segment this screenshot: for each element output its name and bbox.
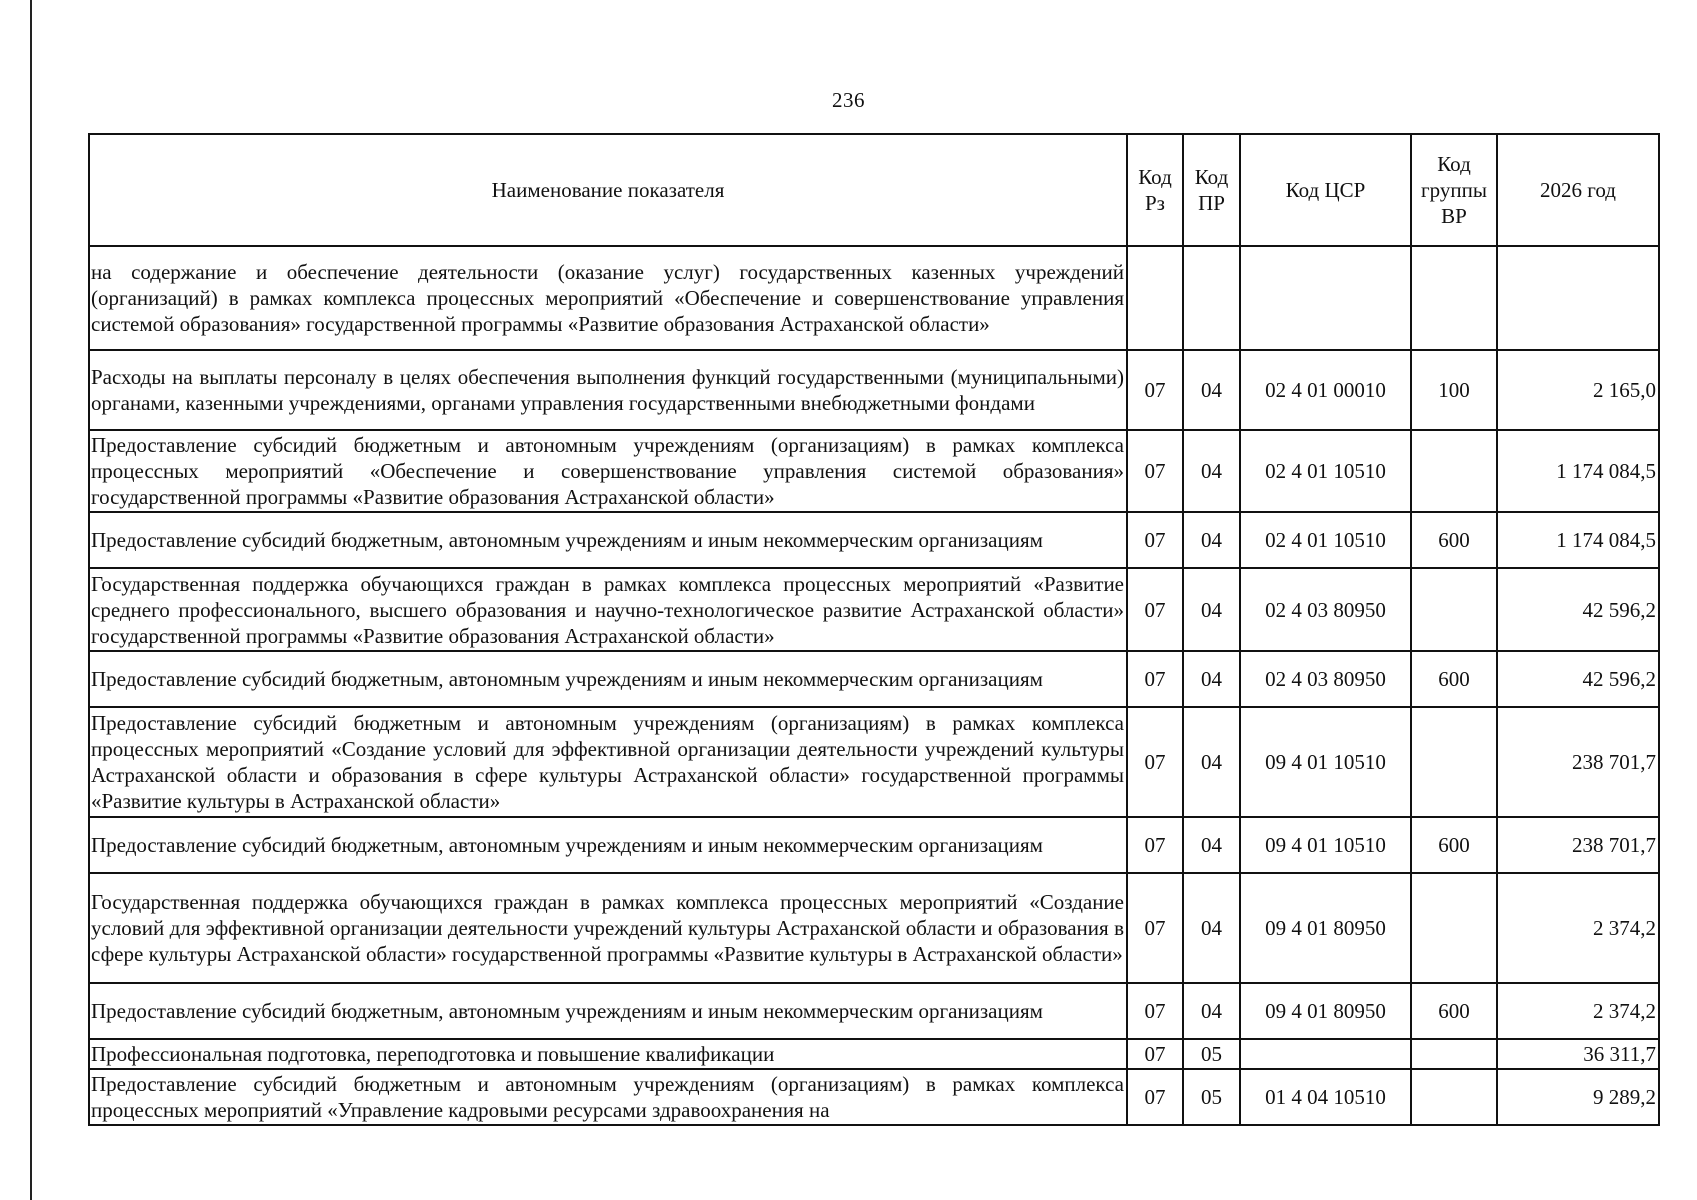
vr-code: 600 <box>1411 817 1497 873</box>
vr-code: 100 <box>1411 350 1497 430</box>
pr-code: 04 <box>1183 983 1240 1039</box>
header-year: 2026 год <box>1497 134 1659 246</box>
rz-code: 07 <box>1127 430 1183 512</box>
pr-code: 04 <box>1183 512 1240 568</box>
table-row <box>89 817 1659 873</box>
indicator-name: Предоставление субсидий бюджетным и автономным учреждениям (организациям) в рамках комплекса процессных мероприятий «Создание условий для эффективной организации деятельности учреждений культуры Астраханской области и образования в сфере культуры Астраханской области» государственной программы «Развитие культуры в Астраханской области» <box>89 707 1127 817</box>
amount-2026: 2 374,2 <box>1497 873 1659 983</box>
indicator-name: Предоставление субсидий бюджетным и автономным учреждениям (организациям) в рамках комплекса процессных мероприятий «Обеспечение и совершенствование управления системой образования» государственной программы «Развитие образования Астраханской области» <box>89 430 1127 512</box>
header-pr: Код ПР <box>1183 134 1240 246</box>
csr-code: 09 4 01 80950 <box>1240 983 1411 1039</box>
pr-code: 04 <box>1183 873 1240 983</box>
pr-code: 04 <box>1183 707 1240 817</box>
vr-code: 600 <box>1411 983 1497 1039</box>
header-rz: Код Рз <box>1127 134 1183 246</box>
amount-2026: 42 596,2 <box>1497 651 1659 707</box>
amount-2026: 42 596,2 <box>1497 568 1659 651</box>
page-binding-line <box>30 0 32 1200</box>
header-csr: Код ЦСР <box>1240 134 1411 246</box>
table-row <box>89 707 1659 817</box>
vr-code <box>1411 707 1497 817</box>
rz-code: 07 <box>1127 817 1183 873</box>
rz-code: 07 <box>1127 707 1183 817</box>
indicator-name: Государственная поддержка обучающихся граждан в рамках комплекса процессных мероприятий «Развитие среднего профессионального, высшего образования и научно-технологическое развитие Астраханской области» государственной программы «Развитие образования Астраханской области» <box>89 568 1127 651</box>
amount-2026: 1 174 084,5 <box>1497 512 1659 568</box>
budget-table <box>88 133 1660 1126</box>
indicator-name: Расходы на выплаты персоналу в целях обеспечения выполнения функций государственными (муниципальными) органами, казенными учреждениями, органами управления государственными внебюджетными фондами <box>89 350 1127 430</box>
indicator-name: Предоставление субсидий бюджетным, автономным учреждениям и иным некоммерческим организациям <box>89 983 1127 1039</box>
csr-code: 02 4 03 80950 <box>1240 568 1411 651</box>
amount-2026: 238 701,7 <box>1497 817 1659 873</box>
rz-code: 07 <box>1127 568 1183 651</box>
rz-code: 07 <box>1127 512 1183 568</box>
vr-code <box>1411 1039 1497 1069</box>
table-row <box>89 568 1659 651</box>
vr-code <box>1411 568 1497 651</box>
amount-2026: 1 174 084,5 <box>1497 430 1659 512</box>
indicator-name: Государственная поддержка обучающихся граждан в рамках комплекса процессных мероприятий «Создание условий для эффективной организации деятельности учреждений культуры Астраханской области и образования в сфере культуры Астраханской области» государственной программы «Развитие культуры в Астраханской области» <box>89 873 1127 983</box>
rz-code <box>1127 246 1183 350</box>
table-row <box>89 512 1659 568</box>
indicator-name: Предоставление субсидий бюджетным и автономным учреждениям (организациям) в рамках комплекса процессных мероприятий «Управление кадровыми ресурсами здравоохранения на <box>89 1069 1127 1125</box>
indicator-name: Предоставление субсидий бюджетным, автономным учреждениям и иным некоммерческим организациям <box>89 817 1127 873</box>
vr-code <box>1411 1069 1497 1125</box>
csr-code: 09 4 01 80950 <box>1240 873 1411 983</box>
rz-code: 07 <box>1127 873 1183 983</box>
vr-code <box>1411 873 1497 983</box>
csr-code: 02 4 01 10510 <box>1240 430 1411 512</box>
csr-code: 02 4 01 00010 <box>1240 350 1411 430</box>
csr-code <box>1240 1039 1411 1069</box>
table-row <box>89 430 1659 512</box>
amount-2026: 9 289,2 <box>1497 1069 1659 1125</box>
indicator-name: Предоставление субсидий бюджетным, автономным учреждениям и иным некоммерческим организациям <box>89 651 1127 707</box>
indicator-name: Профессиональная подготовка, переподготовка и повышение квалификации <box>89 1039 1127 1069</box>
rz-code: 07 <box>1127 1039 1183 1069</box>
indicator-name: на содержание и обеспечение деятельности (оказание услуг) государственных казенных учреждений (организаций) в рамках комплекса процессных мероприятий «Обеспечение и совершенствование управления системой образования» государственной программы «Развитие образования Астраханской области» <box>89 246 1127 350</box>
csr-code: 02 4 03 80950 <box>1240 651 1411 707</box>
vr-code <box>1411 246 1497 350</box>
indicator-name: Предоставление субсидий бюджетным, автономным учреждениям и иным некоммерческим организациям <box>89 512 1127 568</box>
pr-code: 04 <box>1183 817 1240 873</box>
vr-code: 600 <box>1411 651 1497 707</box>
table-header-row <box>89 134 1659 246</box>
amount-2026 <box>1497 246 1659 350</box>
csr-code: 09 4 01 10510 <box>1240 707 1411 817</box>
amount-2026: 36 311,7 <box>1497 1039 1659 1069</box>
table-row <box>89 651 1659 707</box>
page-number: 236 <box>832 88 865 112</box>
csr-code <box>1240 246 1411 350</box>
csr-code: 09 4 01 10510 <box>1240 817 1411 873</box>
table-row <box>89 983 1659 1039</box>
csr-code: 02 4 01 10510 <box>1240 512 1411 568</box>
table-row <box>89 873 1659 983</box>
table-row <box>89 350 1659 430</box>
pr-code <box>1183 246 1240 350</box>
pr-code: 04 <box>1183 350 1240 430</box>
table-row <box>89 1069 1659 1125</box>
header-name: Наименование показателя <box>89 134 1127 246</box>
csr-code: 01 4 04 10510 <box>1240 1069 1411 1125</box>
rz-code: 07 <box>1127 350 1183 430</box>
amount-2026: 2 165,0 <box>1497 350 1659 430</box>
table-row <box>89 1039 1659 1069</box>
pr-code: 04 <box>1183 568 1240 651</box>
amount-2026: 2 374,2 <box>1497 983 1659 1039</box>
rz-code: 07 <box>1127 651 1183 707</box>
pr-code: 04 <box>1183 430 1240 512</box>
pr-code: 05 <box>1183 1039 1240 1069</box>
rz-code: 07 <box>1127 983 1183 1039</box>
header-vr: Код группы ВР <box>1411 134 1497 246</box>
amount-2026: 238 701,7 <box>1497 707 1659 817</box>
vr-code <box>1411 430 1497 512</box>
table-row <box>89 246 1659 350</box>
pr-code: 04 <box>1183 651 1240 707</box>
vr-code: 600 <box>1411 512 1497 568</box>
rz-code: 07 <box>1127 1069 1183 1125</box>
pr-code: 05 <box>1183 1069 1240 1125</box>
